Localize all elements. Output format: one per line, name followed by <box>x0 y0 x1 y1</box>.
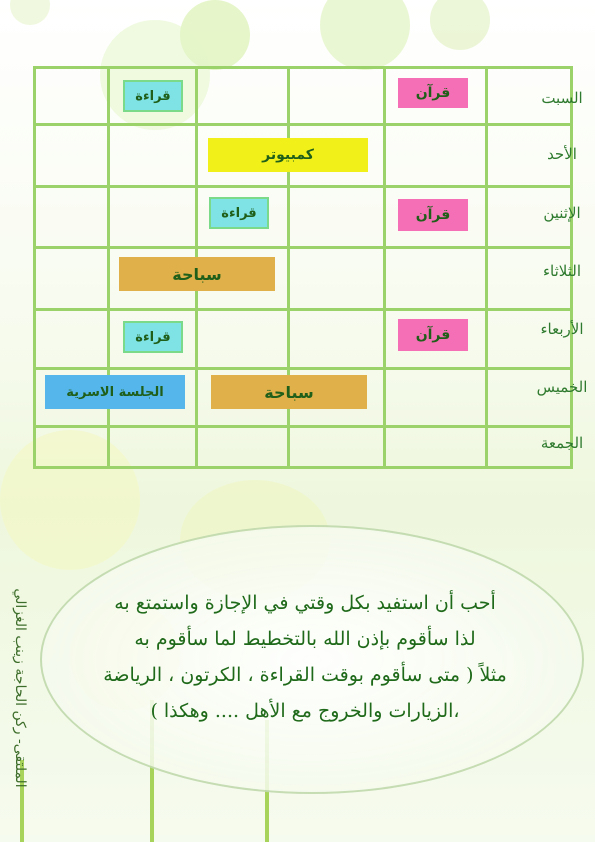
activity-quran: قرآن <box>398 199 468 231</box>
leaf-decoration <box>430 0 490 50</box>
grid-line <box>33 185 573 188</box>
grid-line <box>33 246 573 249</box>
activity-swimming: سباحة <box>211 375 367 409</box>
grid-line <box>33 66 36 469</box>
activity-computer: كمبيوتر <box>208 138 368 172</box>
activity-reading: قراءة <box>209 197 269 229</box>
message-line: ،الزيارات والخروج مع الأهل .... وهكذا ) <box>150 700 460 722</box>
activity-reading: قراءة <box>123 80 183 112</box>
day-friday: الجمعة <box>540 434 584 452</box>
activity-reading: قراءة <box>123 321 183 353</box>
grid-line <box>33 367 573 370</box>
weekly-schedule-table <box>33 66 588 469</box>
leaf-decoration <box>320 0 410 70</box>
activity-quran: قرآن <box>398 78 468 108</box>
credit-text: الملتقى- ركن الحاجة زينب الغزالي <box>12 588 28 788</box>
leaf-decoration <box>10 0 50 25</box>
grid-line <box>485 66 488 469</box>
day-sunday: الأحد <box>547 145 577 163</box>
grid-line <box>33 308 573 311</box>
grid-line <box>33 466 573 469</box>
message-line: مثلاً ( متى سأقوم بوقت القراءة ، الكرتون ، الرياضة <box>103 664 507 686</box>
grid-line <box>383 66 386 469</box>
activity-quran: قرآن <box>398 319 468 351</box>
grid-line <box>33 123 573 126</box>
activity-swimming: سباحة <box>119 257 275 291</box>
day-wednesday: الأربعاء <box>540 320 584 338</box>
grid-line <box>33 425 573 428</box>
day-tuesday: الثلاثاء <box>542 262 581 280</box>
message-line: أحب أن استفيد بكل وقتي في الإجازة واستمتع به <box>114 592 496 614</box>
activity-family-session: الجلسة الاسرية <box>45 375 185 409</box>
day-monday: الإثنين <box>543 204 581 222</box>
day-saturday: السبت <box>541 89 583 107</box>
message-text <box>95 585 515 729</box>
message-line: لذا سأقوم بإذن الله بالتخطيط لما سأقوم به <box>134 628 476 650</box>
grid-line <box>33 66 573 69</box>
day-thursday: الخميس <box>536 378 588 396</box>
